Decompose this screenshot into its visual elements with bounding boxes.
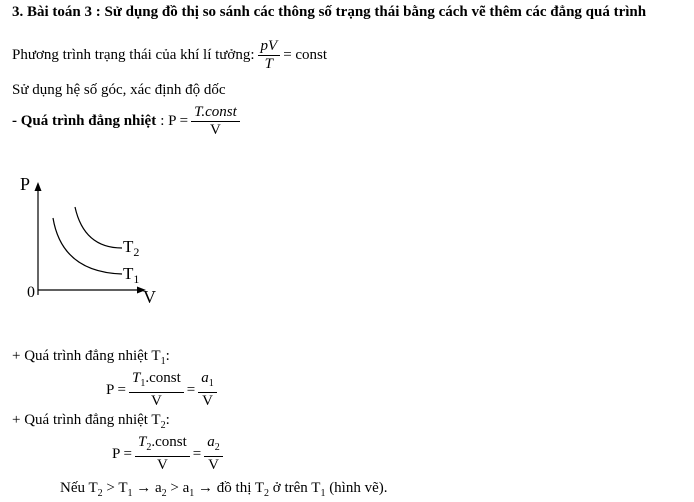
- isotherm-curve-t1: [53, 218, 122, 274]
- isothermal-label: - Quá trình đẳng nhiệt: [12, 113, 157, 129]
- iso-t2-heading: + Quá trình đẳng nhiệt $T_2$:: [12, 412, 170, 431]
- state-eq-rhs: = const: [283, 47, 328, 63]
- iso-t1-fraction: $\frac{T_1.const}{V}$: [129, 370, 184, 410]
- curve-label-t2: $T_2$: [123, 237, 140, 259]
- y-axis-label: P: [20, 174, 31, 194]
- curve-label-t1: $T_1$: [123, 264, 140, 286]
- iso-t1-equation: P = $\frac{T_1.const}{V}$ = $\frac{a_1}{V}$: [106, 370, 220, 410]
- section-title: 3. Bài toán 3 : Sử dụng đồ thị so sánh các thông số trạng thái bằng cách vẽ thêm các đẳng quá trình: [12, 4, 647, 20]
- y-axis-arrow: [35, 182, 42, 191]
- iso-t2-a-fraction: $\frac{a_2}{V}$: [204, 434, 223, 474]
- isothermal-fraction: [191, 104, 240, 139]
- state-equation: [12, 38, 327, 73]
- iso-t1-a-fraction: $\frac{a_1}{V}$: [198, 370, 217, 410]
- state-eq-label: Phương trình trạng thái của khí lí tưởng:: [12, 47, 255, 63]
- isothermal-lhs: : P =: [160, 113, 189, 129]
- isothermal-num: T.const: [191, 104, 240, 122]
- state-eq-den: T: [264, 56, 274, 72]
- origin-label: 0: [27, 284, 35, 301]
- iso-t2-fraction: $\frac{T_2.const}{V}$: [135, 434, 190, 474]
- state-eq-fraction: [258, 38, 281, 73]
- isotherm-curve-t2: [75, 207, 122, 248]
- isothermal-heading: [12, 104, 243, 139]
- iso-t1-heading: + Quá trình đẳng nhiệt $T_1$:: [12, 348, 170, 367]
- state-eq-num: pV: [258, 38, 281, 56]
- conclusion-line: Nếu $T_2 > T_1 \to a_2 > a_1$ → đồ thị $T_2$ ở trên $T_1$ (hình vẽ).: [60, 480, 388, 499]
- iso-t2-equation: P = $\frac{T_2.const}{V}$ = $\frac{a_2}{V}$: [112, 434, 226, 474]
- isothermal-den: V: [210, 122, 221, 138]
- x-axis-label: V: [143, 287, 156, 307]
- slope-line: Sử dụng hệ số góc, xác định độ dốc: [12, 82, 226, 98]
- isotherm-graph: [0, 160, 200, 310]
